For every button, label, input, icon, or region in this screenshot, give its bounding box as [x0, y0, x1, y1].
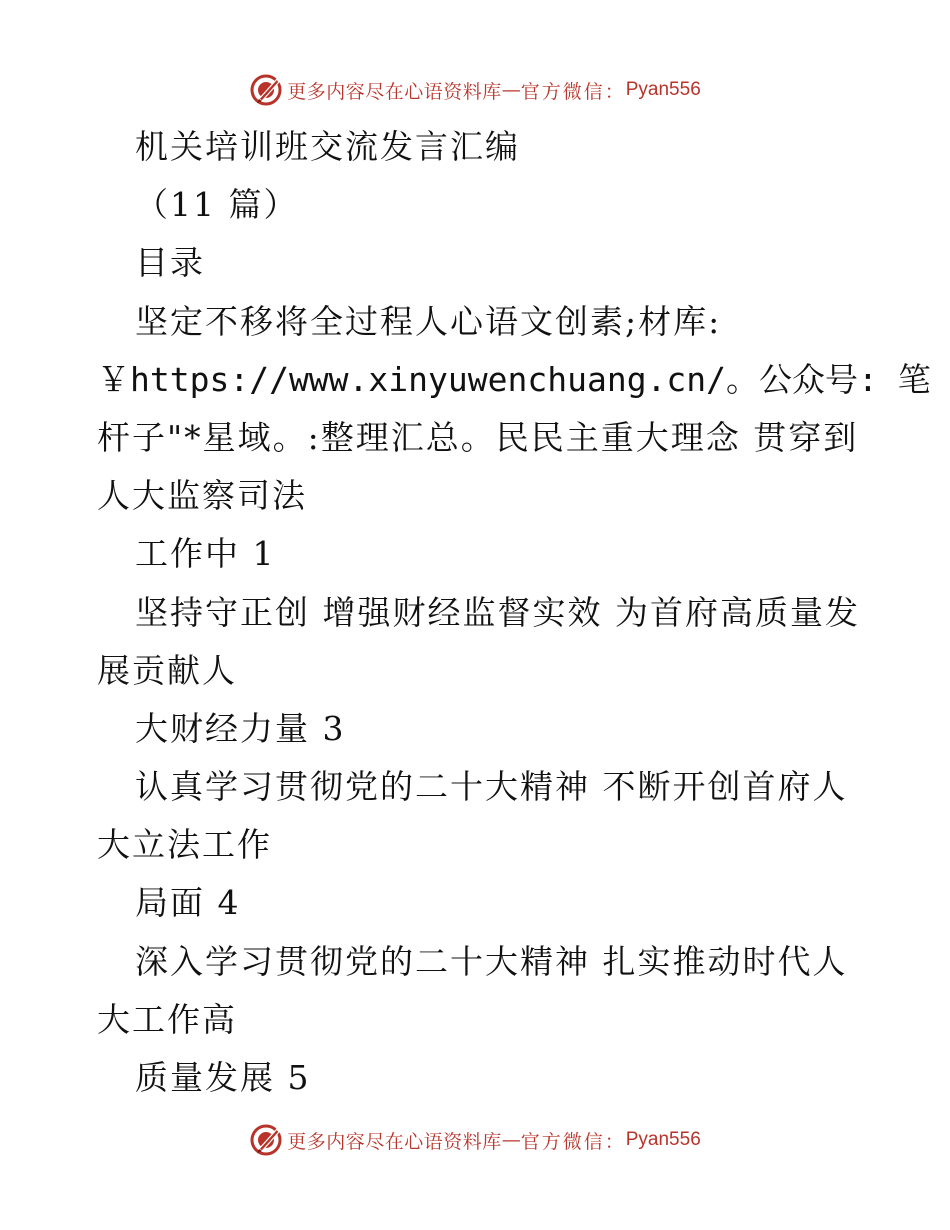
toc-line: 质量发展 5	[135, 1058, 311, 1097]
wechat-label: 官方微信：	[520, 80, 626, 103]
quill-pen-logo-icon	[249, 1123, 283, 1157]
document-title: 机关培训班交流发言汇编	[135, 127, 520, 166]
toc-line: 展贡献人	[97, 650, 237, 690]
toc-line: 人大监察司法	[97, 476, 307, 516]
footer-banner	[0, 1120, 950, 1160]
toc-line: 大工作高	[97, 999, 237, 1039]
toc-line: 大财经力量 3	[135, 708, 346, 748]
document-body	[97, 118, 931, 1107]
toc-line: 杆子"*星域。:整理汇总。民民主重大理念 贯穿到	[97, 417, 859, 457]
header-banner	[0, 70, 950, 110]
wechat-label: 官方微信：	[520, 1130, 626, 1153]
article-count: （11 篇）	[135, 185, 299, 225]
wechat-id: Pyan556	[625, 1129, 701, 1150]
toc-line: 坚持守正创 增强财经监督实效 为首府高质量发	[135, 592, 860, 632]
toc-line: 局面 4	[135, 883, 241, 923]
toc-line: 认真学习贯彻党的二十大精神 不断开创首府人	[135, 767, 848, 807]
toc-line: 深入学习贯彻党的二十大精神 扎实推动时代人	[135, 941, 848, 981]
promo-text: 更多内容尽在心语资料库	[287, 80, 502, 103]
promo-text: 更多内容尽在心语资料库	[287, 1130, 502, 1153]
banner-separator: —	[501, 1129, 521, 1151]
toc-heading: 目录	[135, 243, 205, 283]
toc-line: 坚定不移将全过程人心语文创素;材库:	[135, 301, 722, 341]
toc-line: 大立法工作	[97, 825, 272, 865]
wechat-id: Pyan556	[625, 79, 701, 100]
banner-separator: —	[501, 79, 521, 101]
quill-pen-logo-icon	[249, 73, 283, 107]
toc-line: ￥https://www.xinyuwenchuang.cn/。公众号: 笔	[97, 359, 931, 399]
toc-line: 工作中 1	[135, 534, 276, 574]
